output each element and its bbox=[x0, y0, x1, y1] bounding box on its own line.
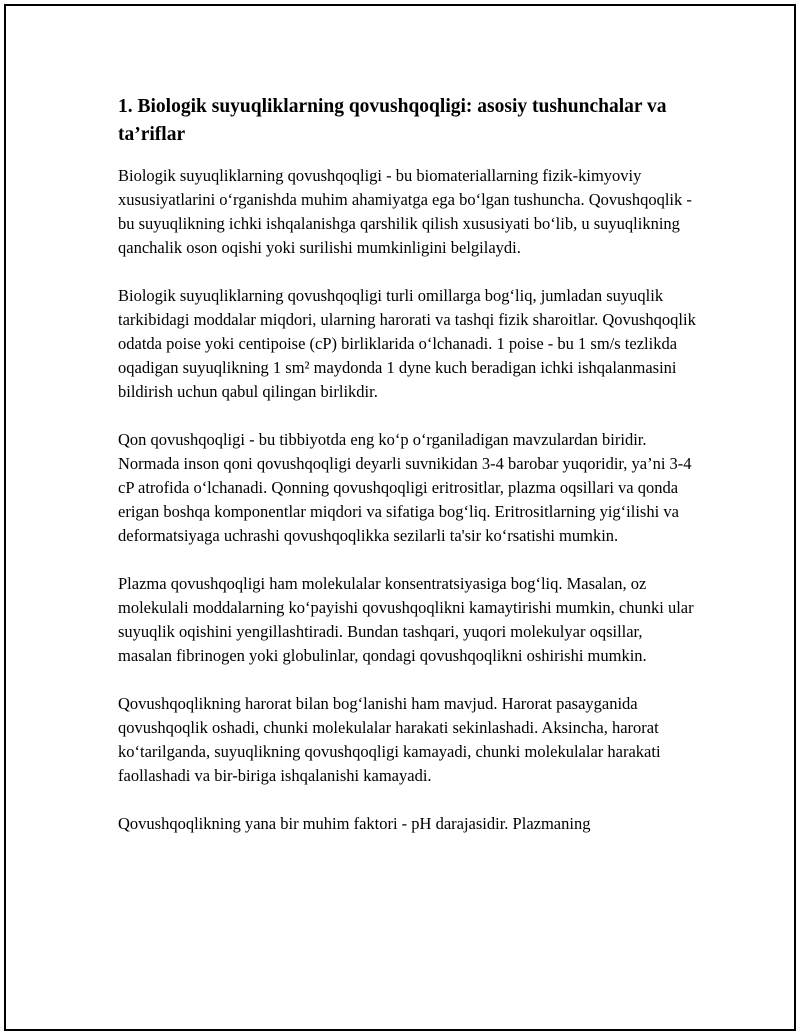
section-heading: 1. Biologik suyuqliklarning qovushqoqligi: asosiy tushunchalar va ta’riflar bbox=[118, 96, 667, 145]
paragraph-ph: Qovushqoqlikning yana bir muhim faktori - pH darajasidir. Plazmaning bbox=[118, 814, 591, 833]
paragraph-factors-units: Biologik suyuqliklarning qovushqoqligi turli omillarga bog‘liq, jumladan suyuqlik tarkibidagi moddalar miqdori, ularning harorati va tashqi fizik sharoitlar. Qovushqoqlik odatda poise yoki centipoise (cP) birliklarida o‘lchanadi. 1 poise - bu 1 sm/s tezlikda oqadigan suyuqlikning 1 sm² maydonda 1 dyne kuch beradigan ichki ishqalanmasini bildirish uchun qabul qilingan birlikdir. bbox=[118, 286, 696, 401]
paragraph-plasma-viscosity: Plazma qovushqoqligi ham molekulalar konsentratsiyasiga bog‘liq. Masalan, oz molekulali moddalarning ko‘payishi qovushqoqlikni kamaytirishi mumkin, chunki ular suyuqlik oqishini yengillashtiradi. Bundan tashqari, yuqori molekulyar oqsillar, masalan fibrinogen yoki globulinlar, qondagi qovushqoqlikni oshirishi mumkin. bbox=[118, 574, 694, 665]
paragraph-blood-viscosity: Qon qovushqoqligi - bu tibbiyotda eng ko‘p o‘rganiladigan mavzulardan biridir. Normada inson qoni qovushqoqligi deyarli suvnikidan 3-4 barobar yuqoridir, ya’ni 3-4 cP atrofida o‘lchanadi. Qonning qovushqoqligi eritrositlar, plazma oqsillari va qonda erigan boshqa komponentlar miqdori va sifatiga bog‘liq. Eritrositlarning yig‘ilishi va deformatsiyaga uchrashi qovushqoqlikka sezilarli ta'sir ko‘rsatishi mumkin. bbox=[118, 430, 692, 545]
paragraph-temperature: Qovushqoqlikning harorat bilan bog‘lanishi ham mavjud. Harorat pasayganida qovushqoqlik oshadi, chunki molekulalar harakati sekinlashadi. Aksincha, harorat ko‘tarilganda, suyuqlikning qovushqoqligi kamayadi, chunki molekulalar harakati faollashadi va bir-biriga ishqalanishi kamayadi. bbox=[118, 694, 661, 785]
document-body bbox=[118, 93, 698, 860]
paragraph-definition: Biologik suyuqliklarning qovushqoqligi - bu biomateriallarning fizik-kimyoviy xususiyatlarini o‘rganishda muhim ahamiyatga ega bo‘lgan tushuncha. Qovushqoqlik - bu suyuqlikning ichki ishqalanishga qarshilik qilish xususiyati bo‘lib, u suyuqlikning qanchalik oson oqishi yoki surilishi mumkinligini belgilaydi. bbox=[118, 166, 692, 257]
